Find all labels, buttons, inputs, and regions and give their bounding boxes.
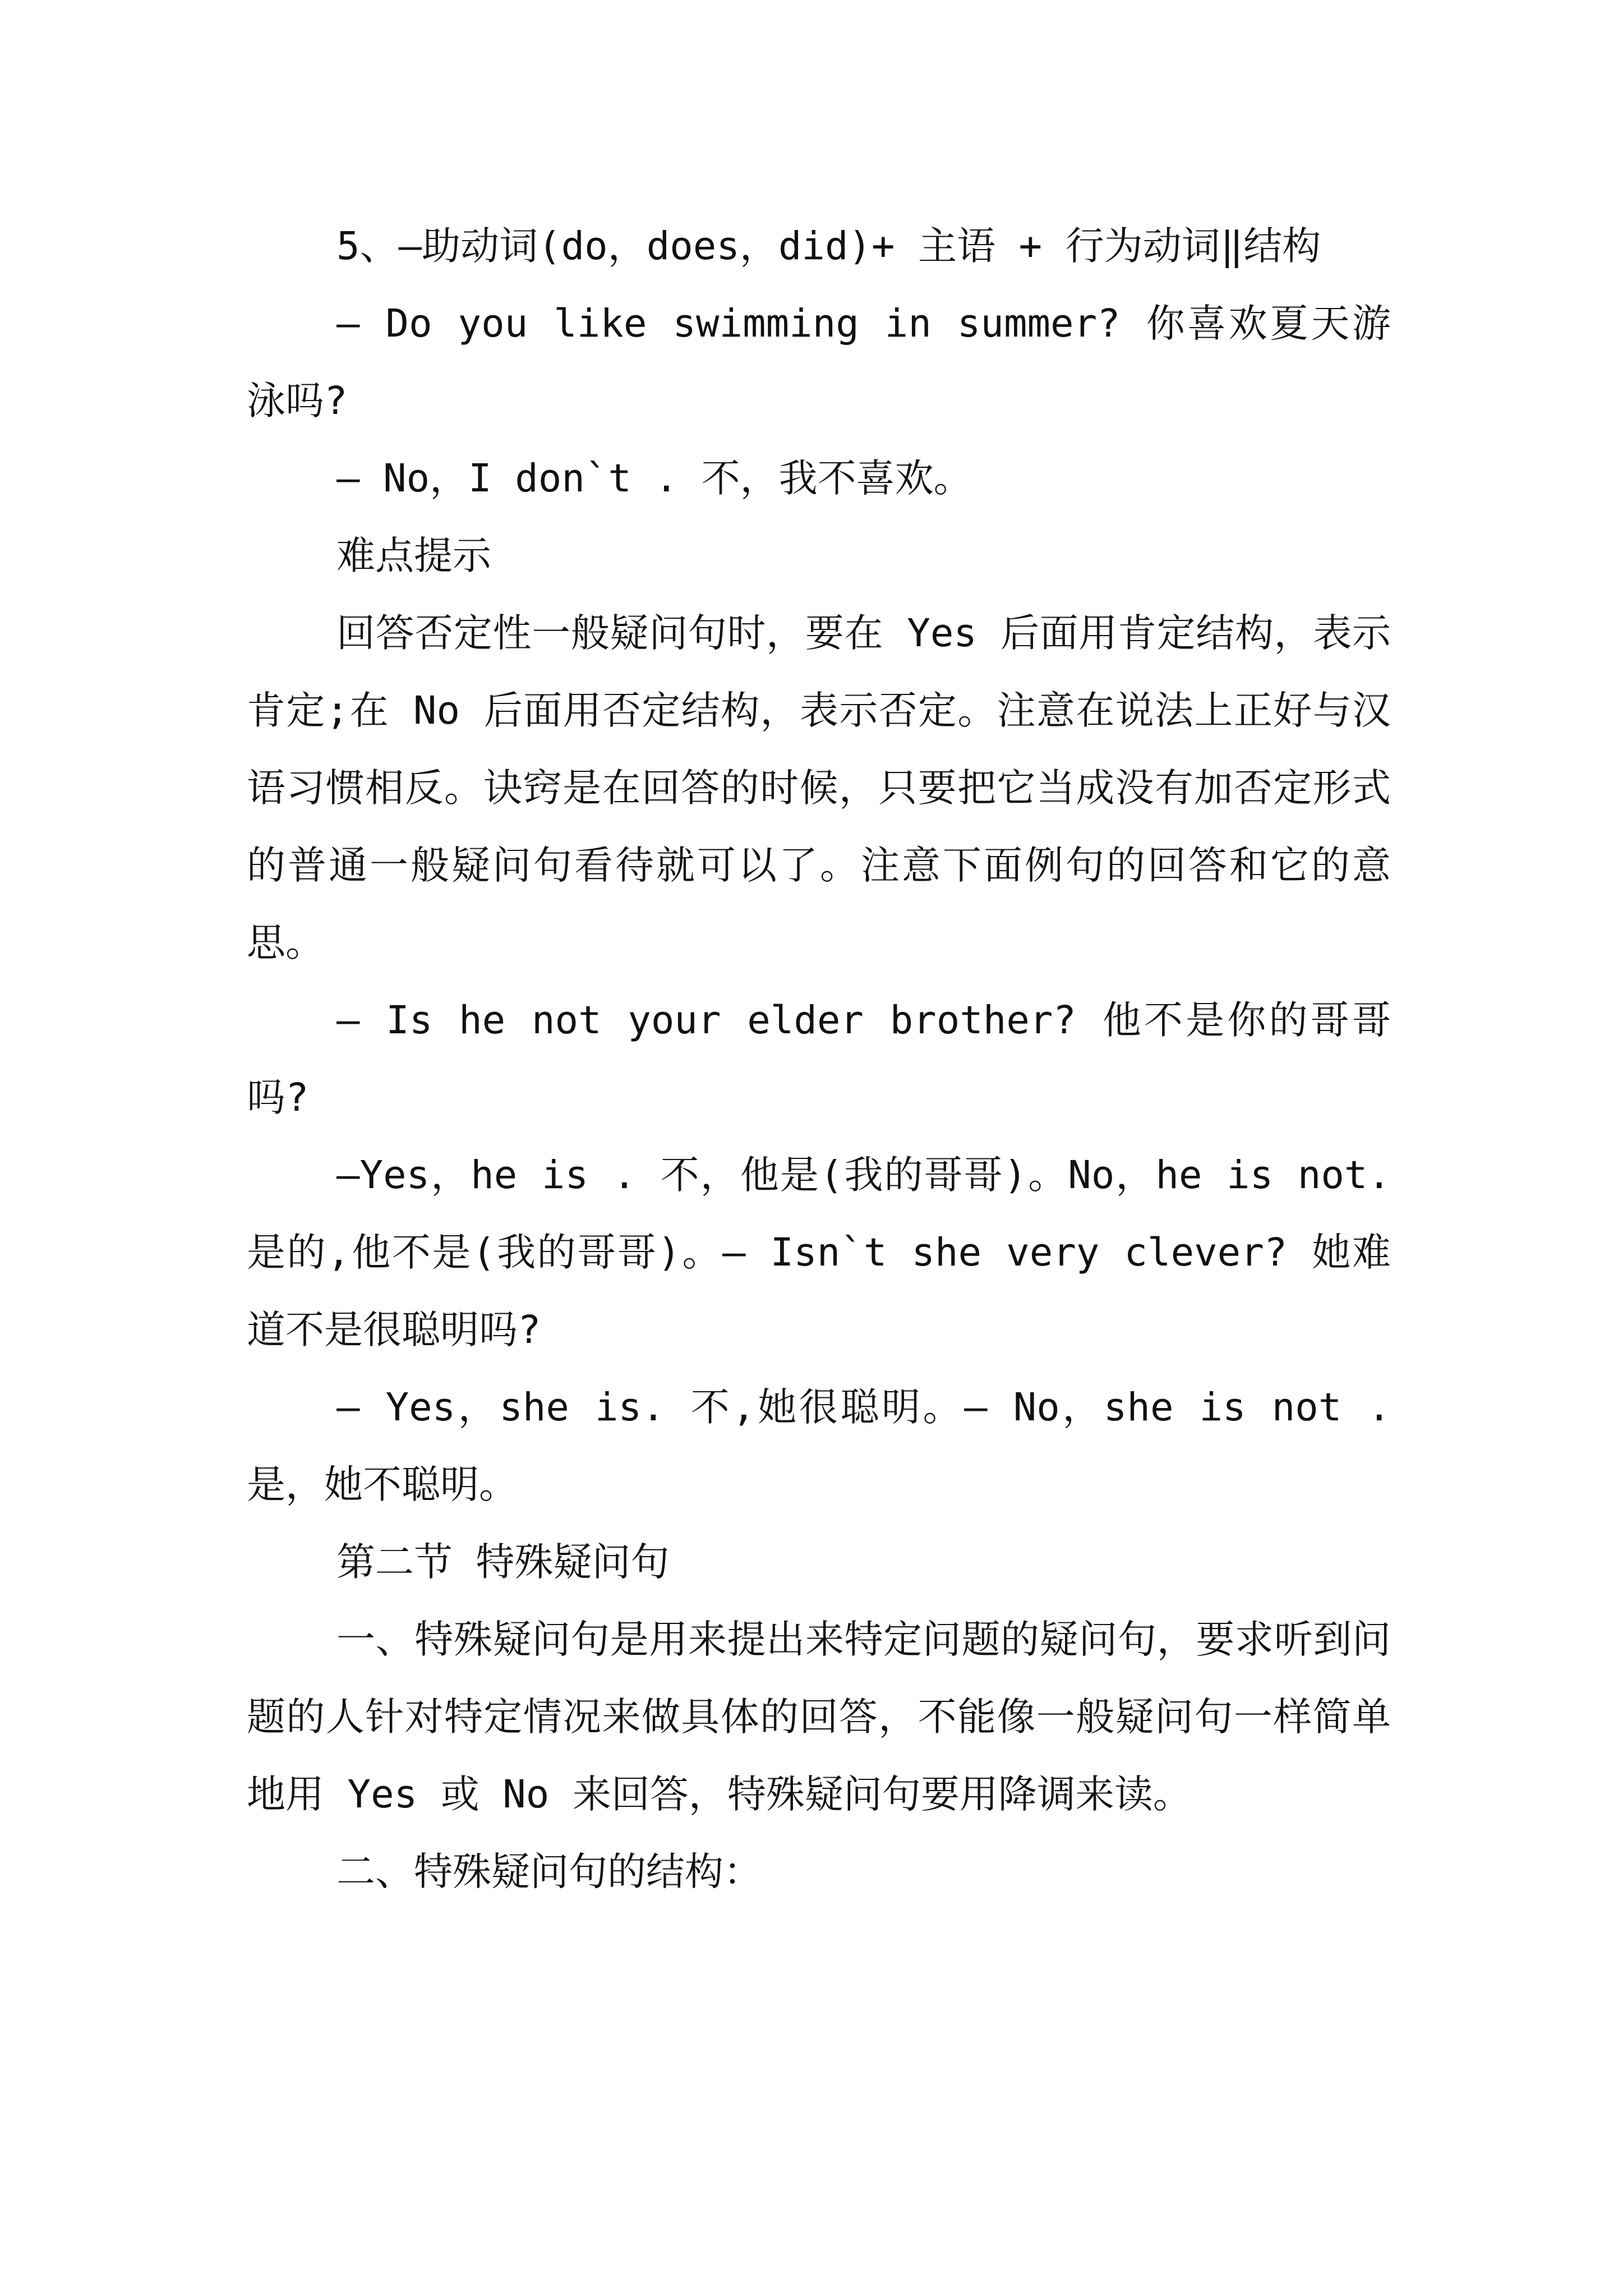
paragraph-structure-rule: 5、—助动词(do，does，did)+ 主语 + 行为动词‖结构 (336, 224, 1321, 269)
paragraph-example-answer: — No，I don`t . 不，我不喜欢。 (336, 456, 972, 501)
section-heading-difficulty: 难点提示 (336, 533, 491, 578)
paragraph-special-question-structure: 二、特殊疑问句的结构： (336, 1849, 762, 1894)
paragraph-example-brother: — Is he not your elder brother? 他不是你的哥哥吗? (247, 998, 1391, 1120)
section-heading-special-questions: 第二节 特殊疑问句 (336, 1540, 670, 1585)
document-page (247, 208, 1391, 1911)
paragraph-difficulty-explanation: 回答否定性一般疑问句时，要在 Yes 后面用肯定结构，表示肯定;在 No 后面用否定结构，表示否定。注意在说法上正好与汉语习惯相反。诀窍是在回答的时候，只要把它当成没有加否定形式的普通一般疑问句看待就可以了。注意下面例句的回答和它的意思。 (247, 611, 1391, 965)
paragraph-example-question: — Do you like swimming in summer? 你喜欢夏天游泳吗? (247, 301, 1391, 424)
paragraph-example-brother-answers: —Yes，he is . 不，他是(我的哥哥)。No，he is not. 是的,他不是(我的哥哥)。— Isn`t she very clever? 她难道不是很聪明吗? (247, 1153, 1391, 1352)
paragraph-special-question-definition: 一、特殊疑问句是用来提出来特定问题的疑问句，要求听到问题的人针对特定情况来做具体的回答，不能像一般疑问句一样简单地用 Yes 或 No 来回答，特殊疑问句要用降调来读。 (247, 1617, 1391, 1817)
paragraph-example-clever-answers: — Yes，she is. 不,她很聪明。— No，she is not . 是，她不聪明。 (247, 1385, 1391, 1507)
